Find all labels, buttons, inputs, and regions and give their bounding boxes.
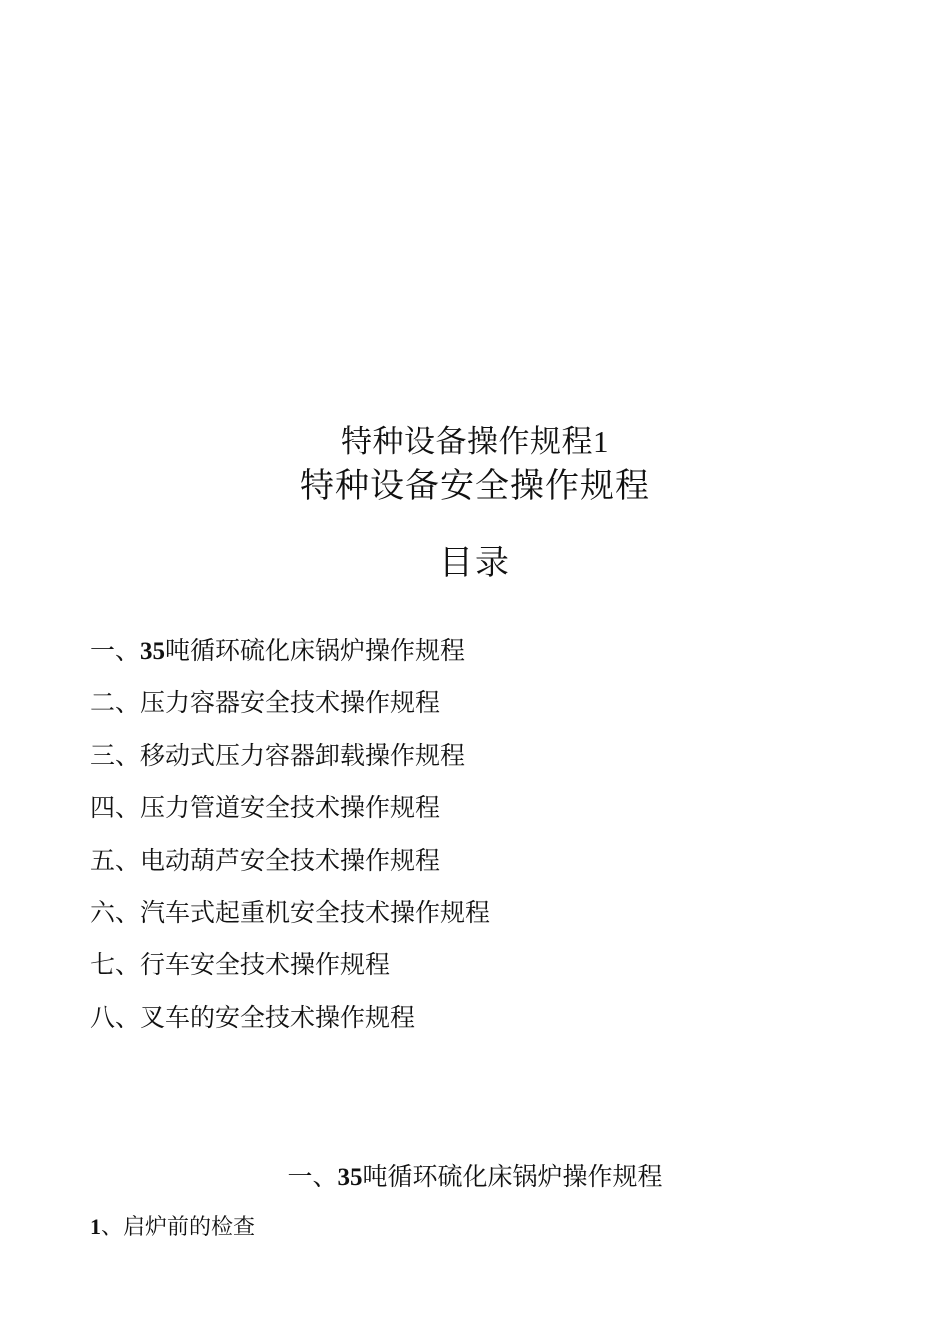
subsection-text: 、启炉前的检查 [101,1214,256,1239]
toc-item-text: 电动葫芦安全技术操作规程 [140,847,441,875]
toc-item-prefix: 八、 [90,1004,141,1032]
document-title-line-2: 特种设备安全操作规程 [300,468,650,505]
toc-item[interactable] [90,895,790,947]
toc-item-prefix: 三、 [90,742,141,770]
toc-item-text: 压力管道安全技术操作规程 [140,795,441,823]
toc-item-text: 叉车的安全技术操作规程 [140,1004,416,1032]
subsection-number: 1 [90,1214,101,1239]
toc-item[interactable] [90,843,790,895]
toc-item[interactable] [90,790,790,842]
toc-item-text: 压力容器安全技术操作规程 [140,690,441,718]
toc-item-prefix: 五、 [90,847,141,875]
toc-item-prefix: 一、 [90,638,141,665]
toc-item-text: 汽车式起重机安全技术操作规程 [140,899,491,927]
subsection-heading [90,1210,255,1244]
toc-item[interactable] [90,738,790,790]
toc-item[interactable] [90,1000,790,1052]
toc-item-text: 移动式压力容器卸载操作规程 [140,742,466,770]
toc-item-number: 35 [140,638,166,665]
toc-item-prefix: 四、 [90,795,141,823]
table-of-contents-list [90,633,790,1052]
toc-item[interactable] [90,633,790,685]
toc-item-prefix: 七、 [90,952,141,980]
document-title-line-1: 特种设备操作规程1 [341,424,609,459]
toc-item-prefix: 六、 [90,899,141,927]
toc-item-prefix: 二、 [90,690,141,718]
section-heading-prefix: 一、 [287,1164,338,1191]
section-heading-text: 吨循环硫化床锅炉操作规程 [362,1164,663,1191]
table-of-contents-heading: 目录 [439,545,511,582]
toc-item[interactable] [90,685,790,737]
section-heading [0,1159,950,1197]
toc-item-text: 吨循环硫化床锅炉操作规程 [165,638,466,665]
section-heading-number: 35 [337,1164,363,1191]
toc-item[interactable] [90,947,790,999]
toc-item-text: 行车安全技术操作规程 [140,952,391,980]
